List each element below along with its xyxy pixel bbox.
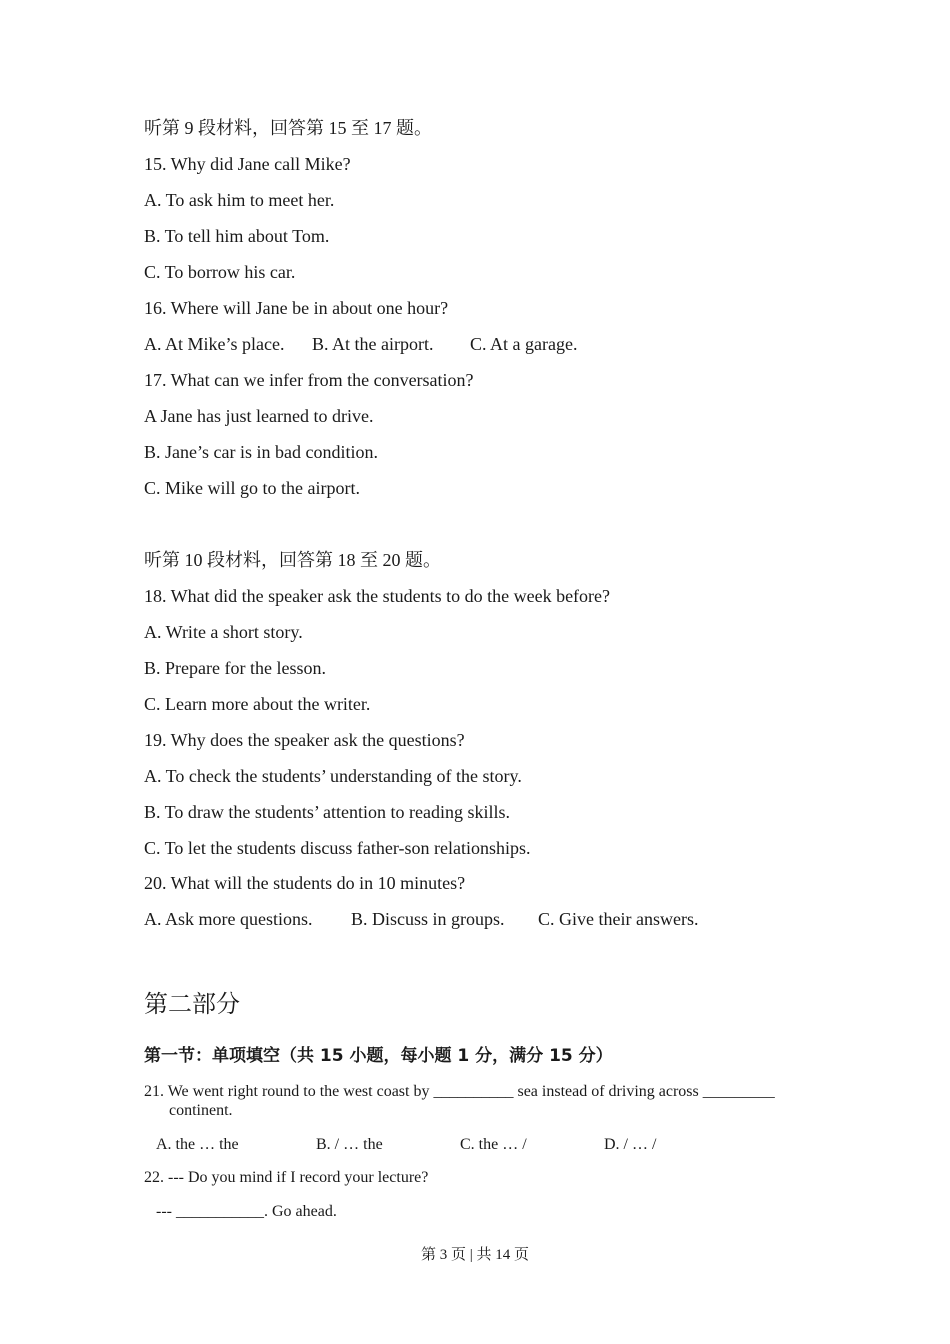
q17-question: 17. What can we infer from the conversation? — [144, 370, 474, 390]
part2-section1-heading: 第一节：单项填空（共 15 小题，每小题 1 分，满分 15 分） — [144, 1046, 613, 1066]
q20-options — [144, 908, 698, 930]
q15-option-a: A. To ask him to meet her. — [144, 190, 335, 210]
q21-question-line2: continent. — [169, 1102, 233, 1119]
q21-option-c: C. the … / — [460, 1136, 527, 1153]
q16-question: 16. Where will Jane be in about one hour? — [144, 298, 449, 318]
q15-option-c: C. To borrow his car. — [144, 262, 296, 282]
q22-answer-line: --- ___________. Go ahead. — [156, 1203, 337, 1220]
q22-question: 22. --- Do you mind if I record your lecture? — [144, 1169, 429, 1186]
q19-option-a: A. To check the students’ understanding of the story. — [144, 766, 522, 786]
q18-option-c: C. Learn more about the writer. — [144, 694, 371, 714]
q18-option-b: B. Prepare for the lesson. — [144, 658, 326, 678]
q17-option-b: B. Jane’s car is in bad condition. — [144, 442, 378, 462]
q19-question: 19. Why does the speaker ask the questions? — [144, 730, 465, 750]
q17-option-c: C. Mike will go to the airport. — [144, 478, 360, 498]
q16-option-b: B. At the airport. — [312, 334, 434, 354]
part2-title: 第二部分 — [144, 990, 240, 1018]
q20-option-c: C. Give their answers. — [538, 909, 699, 929]
q21-option-a: A. the … the — [156, 1136, 239, 1153]
q21-question-line1: 21. We went right round to the west coast by __________ sea instead of driving across _________ — [144, 1083, 775, 1100]
q18-question: 18. What did the speaker ask the students to do the week before? — [144, 586, 611, 606]
q16-options — [144, 333, 577, 355]
q21-option-b: B. / … the — [316, 1136, 383, 1153]
q20-option-b: B. Discuss in groups. — [351, 909, 505, 929]
section9-heading: 听第 9 段材料，回答第 15 至 17 题。 — [144, 118, 432, 138]
q19-option-c: C. To let the students discuss father-son relationships. — [144, 838, 531, 858]
q15-question: 15. Why did Jane call Mike? — [144, 154, 351, 174]
page-number: 第 3 页 | 共 14 页 — [420, 1247, 529, 1263]
q15-option-b: B. To tell him about Tom. — [144, 226, 330, 246]
q16-option-a: A. At Mike’s place. — [144, 334, 285, 354]
q21-option-d: D. / … / — [604, 1136, 657, 1153]
q19-option-b: B. To draw the students’ attention to reading skills. — [144, 802, 511, 822]
q20-question: 20. What will the students do in 10 minutes? — [144, 873, 466, 893]
q17-option-a: A Jane has just learned to drive. — [144, 406, 374, 426]
q20-option-a: A. Ask more questions. — [144, 909, 313, 929]
q18-option-a: A. Write a short story. — [144, 622, 303, 642]
q16-option-c: C. At a garage. — [470, 334, 578, 354]
section10-heading: 听第 10 段材料，回答第 18 至 20 题。 — [144, 550, 441, 570]
